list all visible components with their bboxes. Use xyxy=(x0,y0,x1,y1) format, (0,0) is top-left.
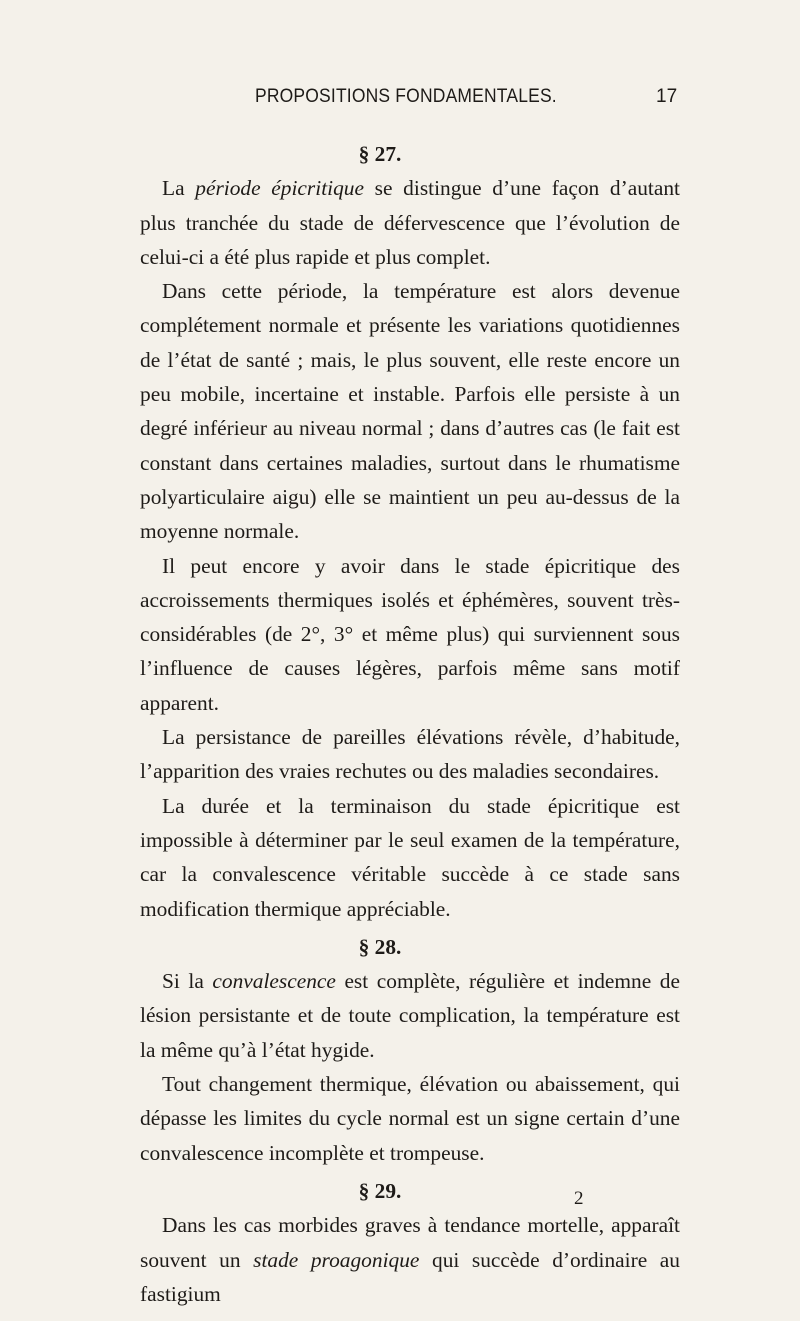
running-head xyxy=(0,86,800,116)
paragraph-rest: est complète, régulière et indemne de lésion persistante et de toute complication, la température est la même qu’à l’état hygide. xyxy=(140,969,680,1062)
paragraph-29-1 xyxy=(140,1208,680,1311)
paragraph-lead: Si la xyxy=(162,969,213,994)
section-heading-27: § 27. xyxy=(358,142,402,166)
paragraph-rest: qui succède d’ordinaire au fastigium xyxy=(140,1247,681,1306)
italic-term-convalescence: convalescence xyxy=(212,969,336,994)
paragraph-28-2: Tout changement thermique, élévation ou abaissement, qui dépasse les limites du cycle normal est un signe certain d’une convalescence incomplète et trompeuse. xyxy=(140,1072,680,1165)
paragraph-rest: se distingue d’une façon d’autant plus tranchée du stade de défervescence que l’évolution de celui-ci a été plus rapide et plus complet. xyxy=(140,176,680,269)
running-title: PROPOSITIONS FONDAMENTALES. xyxy=(255,86,557,107)
paragraph-27-2: Dans cette période, la température est alors devenue complétement normale et présente les variations quotidiennes de l’état de santé ; mais, le plus souvent, elle reste encore un peu mobile, incertaine et instable. Parfois elle persiste à un degré inférieur au niveau normal ; dans d’autres cas (le fait est constant dans certaines maladies, surtout dans le rhumatisme polyarticulaire aigu) elle se maintient un peu au-dessus de la moyenne normale. xyxy=(140,279,680,544)
section-heading-28: § 28. xyxy=(358,934,402,959)
signature-mark: 2 xyxy=(574,1188,584,1209)
paragraph-27-4: La persistance de pareilles élévations révèle, d’habitude, l’apparition des vraies rechutes ou des maladies secondaires. xyxy=(140,725,680,784)
paragraph-27-1 xyxy=(140,171,680,274)
paragraph-lead: La xyxy=(162,176,196,201)
section-heading-29: § 29. xyxy=(358,1178,402,1203)
italic-term-stade-proagonique: stade proagonique xyxy=(253,1247,420,1272)
paragraph-lead: Dans les cas morbides graves à tendance mortelle, apparaît souvent un xyxy=(140,1213,680,1272)
paragraph-27-3: Il peut encore y avoir dans le stade épicritique des accroissements thermiques isolés et éphémères, souvent très-considérables (de 2°, 3° et même plus) qui surviennent sous l’influence de causes légères, parfois même sans motif apparent. xyxy=(140,553,680,715)
paragraph-27-5: La durée et la terminaison du stade épicritique est impossible à déterminer par le seul examen de la température, car la convalescence véritable succède à ce stade sans modification thermique appréciable. xyxy=(140,793,680,921)
body-text xyxy=(140,137,680,1311)
paragraph-28-1 xyxy=(140,964,680,1067)
page-number: 17 xyxy=(656,86,678,107)
italic-term-periode-epicritique: période épicritique xyxy=(195,176,364,201)
